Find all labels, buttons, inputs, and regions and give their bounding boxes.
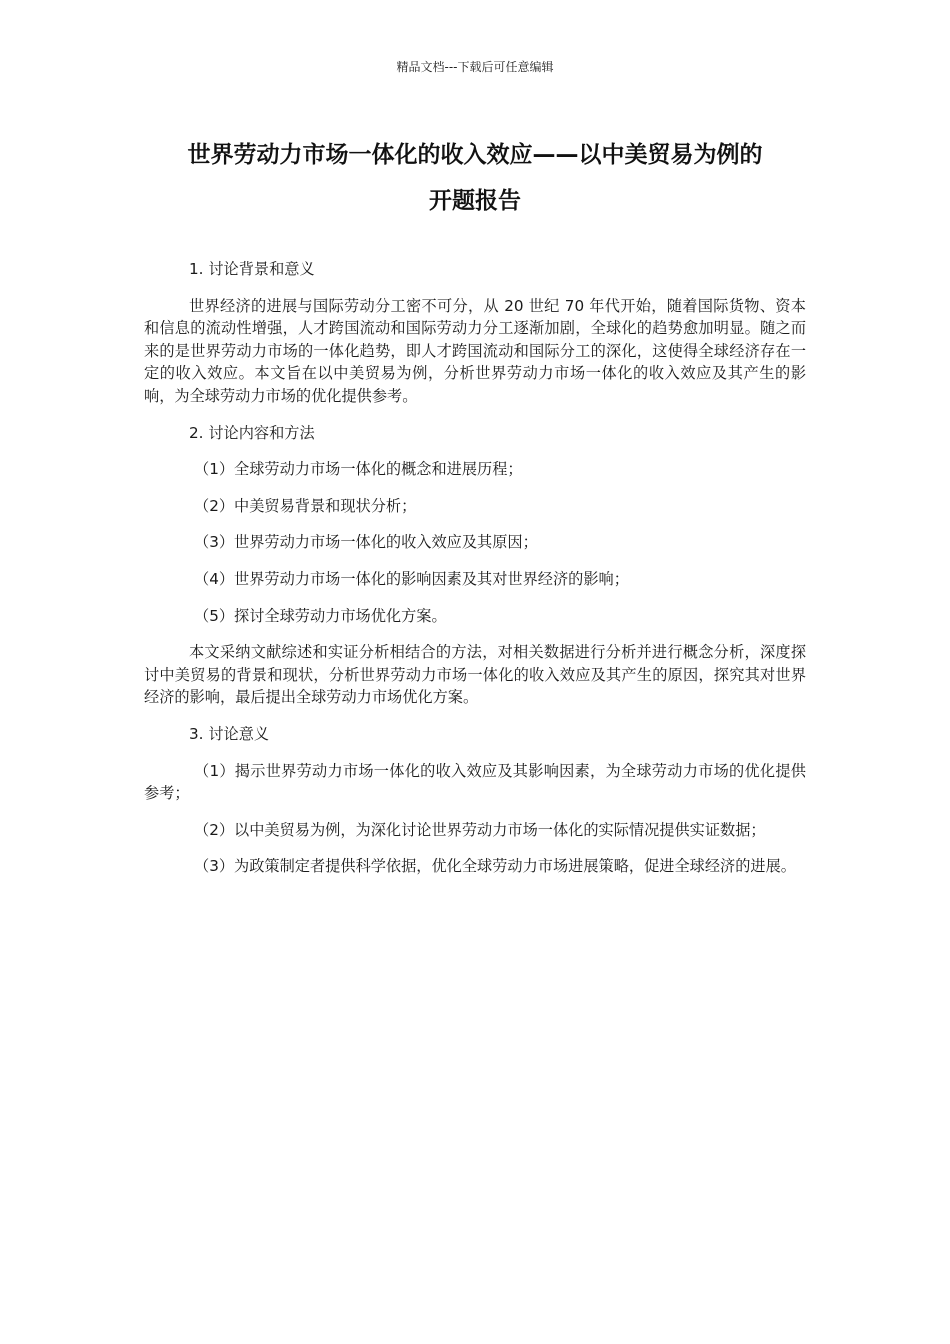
list-item: （1）全球劳动力市场一体化的概念和进展历程；: [194, 460, 523, 479]
section-heading: 1. 讨论背景和意义: [189, 260, 315, 278]
title-line-1: 世界劳动力市场一体化的收入效应——以中美贸易为例的: [187, 142, 763, 168]
list-item: （1）揭示世界劳动力市场一体化的收入效应及其影响因素，为全球劳动力市场的优化提供参考；: [144, 761, 806, 803]
list-item: （4）世界劳动力市场一体化的影响因素及其对世界经济的影响；: [194, 569, 629, 588]
section-heading: 2. 讨论内容和方法: [189, 423, 315, 442]
list-item: （2）以中美贸易为例，为深化讨论世界劳动力市场一体化的实际情况提供实证数据；: [194, 820, 766, 839]
list-item: （3）为政策制定者提供科学依据，优化全球劳动力市场进展策略，促进全球经济的进展。: [194, 857, 796, 876]
document-title: [140, 132, 810, 224]
section-heading: 3. 讨论意义: [189, 724, 270, 743]
paragraph: 本文采纳文献综述和实证分析相结合的方法，对相关数据进行分析并进行概念分析，深度探讨中美贸易的背景和现状，分析世界劳动力市场一体化的收入效应及其产生的原因，探究其对世界经济的影响，最后提出全球劳动力市场优化方案。: [144, 643, 806, 707]
list-item: （3）世界劳动力市场一体化的收入效应及其原因；: [194, 533, 538, 552]
list-item: （5）探讨全球劳动力市场优化方案。: [194, 606, 447, 625]
title-line-2: 开题报告: [429, 188, 521, 214]
list-item: （2）中美贸易背景和现状分析；: [194, 496, 417, 515]
document-body: [144, 258, 806, 892]
page-header: 精品文档---下载后可任意编辑: [396, 60, 554, 74]
paragraph: 世界经济的进展与国际劳动分工密不可分，从 20 世纪 70 年代开始，随着国际货物、资本和信息的流动性增强，人才跨国流动和国际劳动力分工逐渐加剧，全球化的趋势愈加明显。随之而来的是世界劳动力市场的一体化趋势，即人才跨国流动和国际分工的深化，这使得全球经济存在一定的收入效应。本文旨在以中美贸易为例，分析世界劳动力市场一体化的收入效应及其产生的影响，为全球劳动力市场的优化提供参考。: [144, 296, 806, 405]
